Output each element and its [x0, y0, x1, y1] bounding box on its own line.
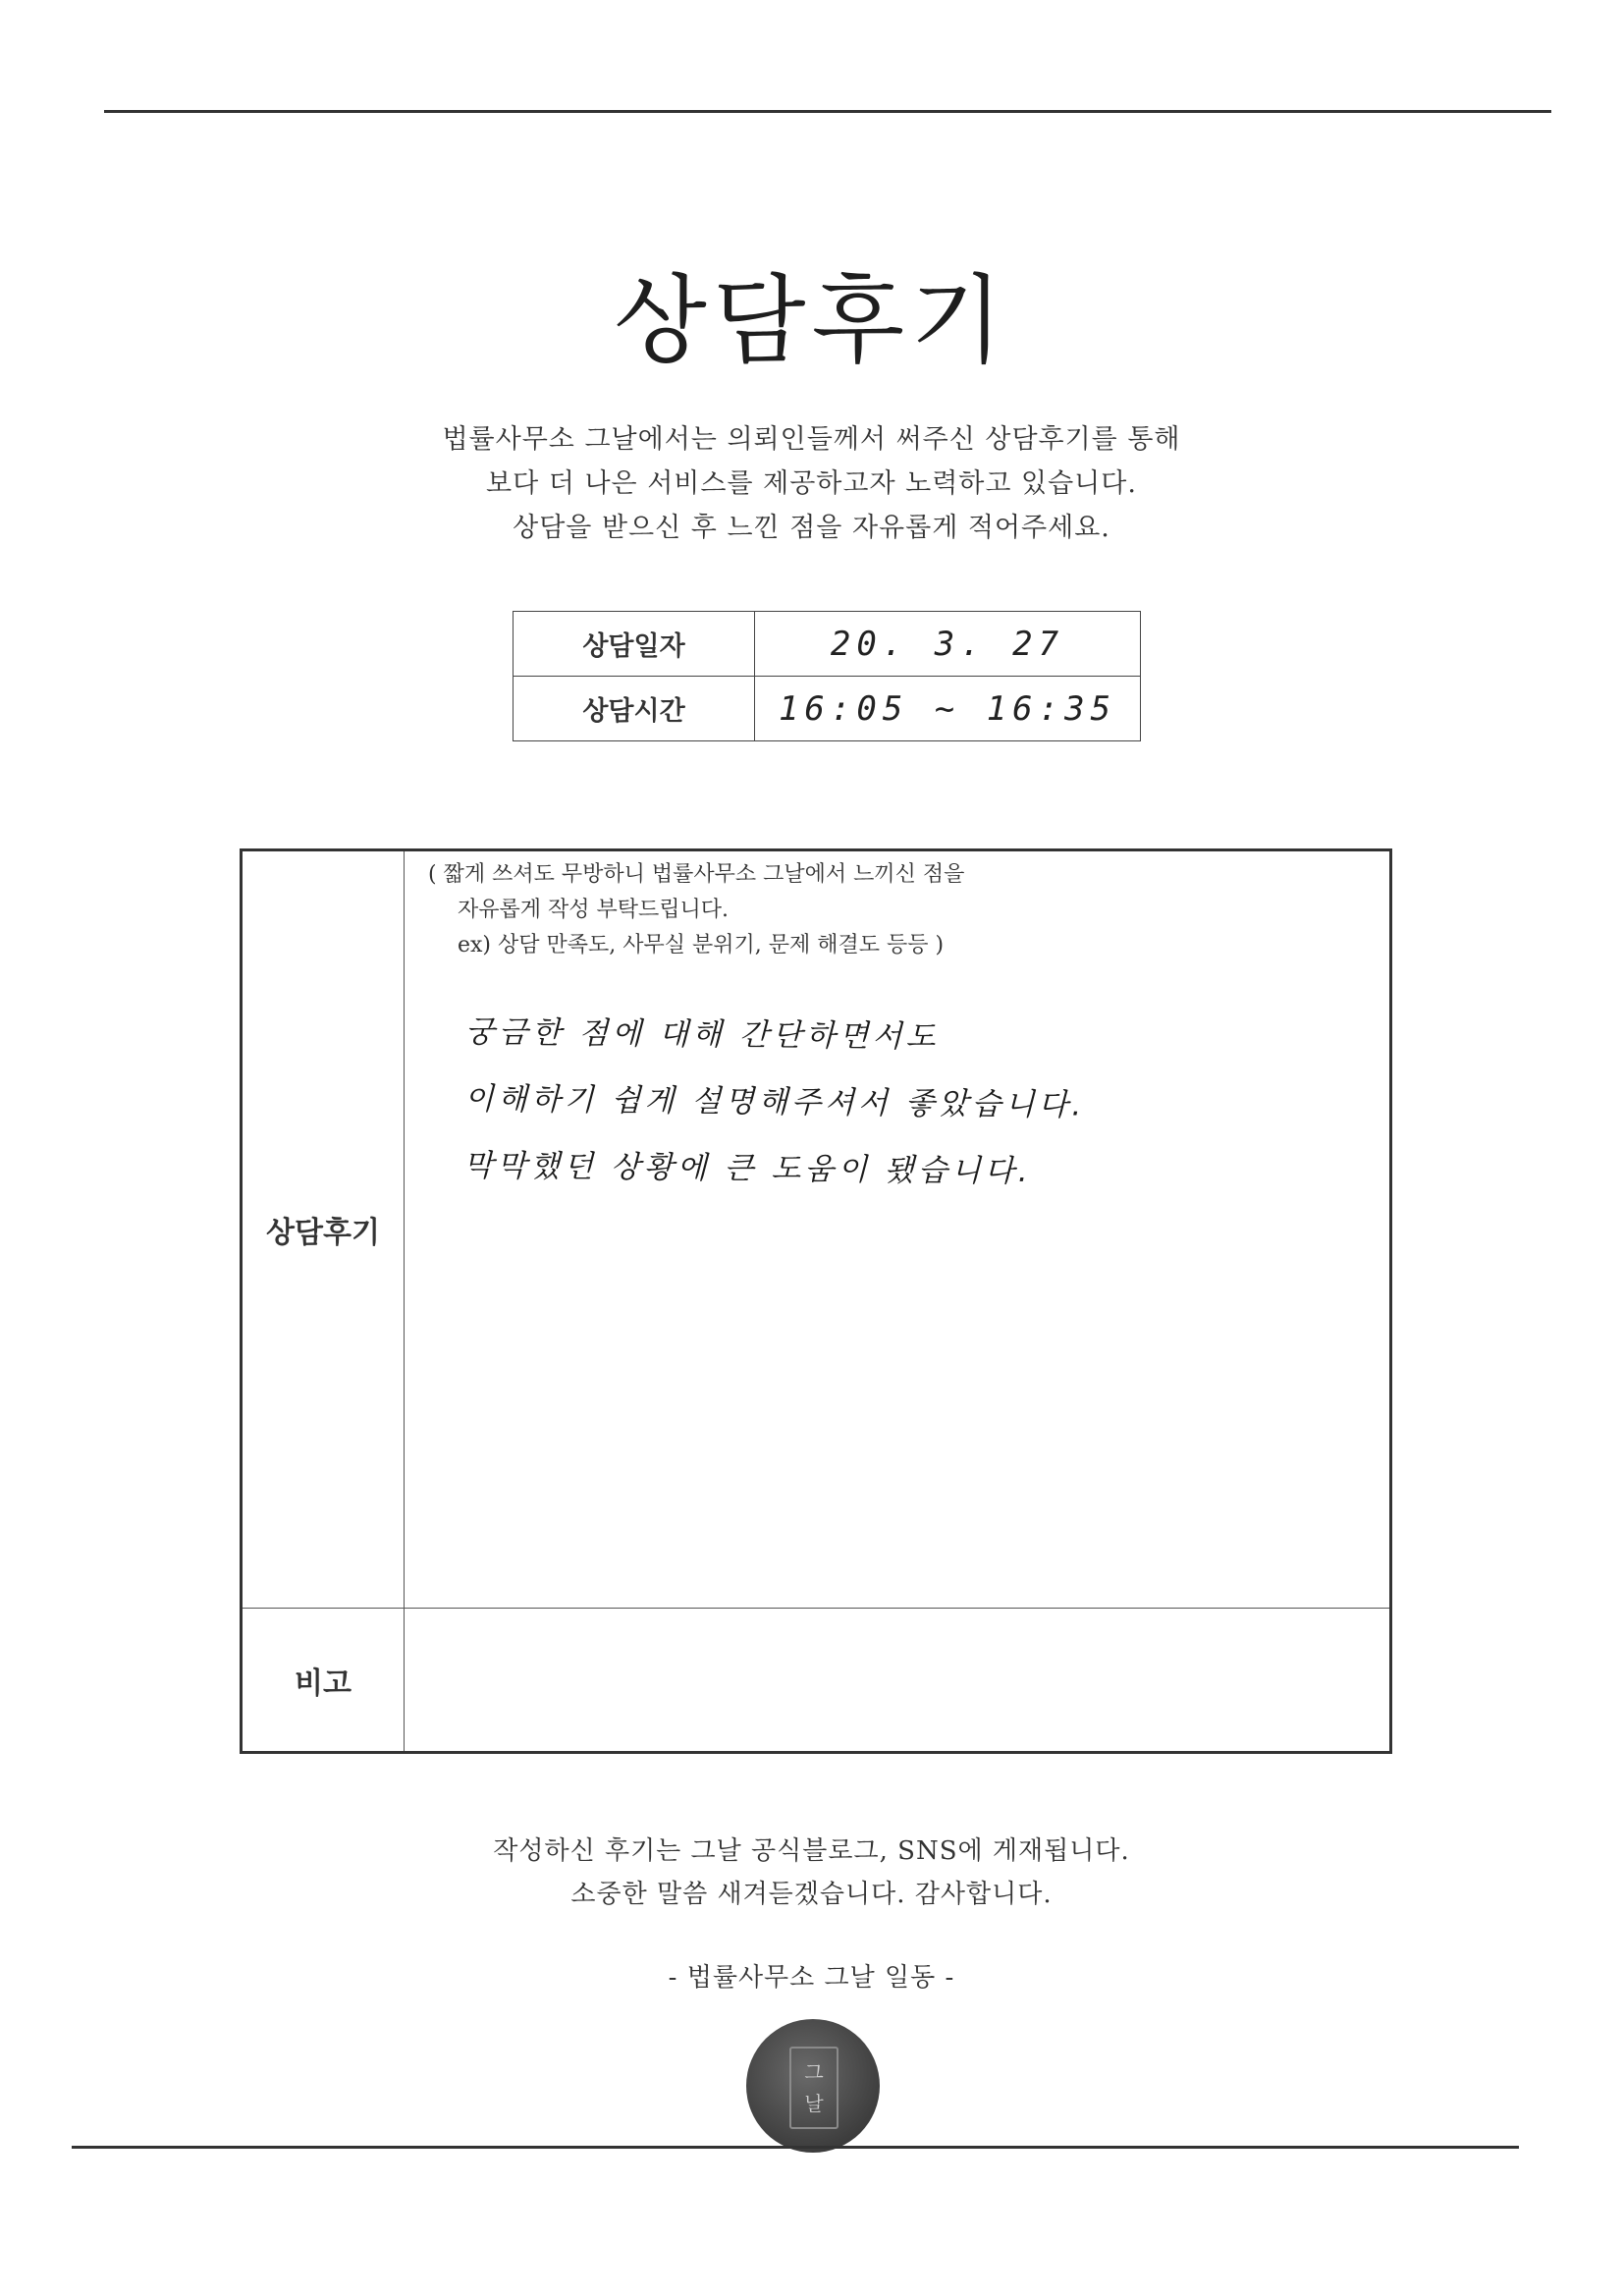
bottom-divider	[72, 2146, 1519, 2149]
note-label: 비고	[242, 1609, 405, 1753]
review-instructions	[428, 857, 964, 963]
date-row	[514, 612, 1141, 677]
instruction-line: ( 짧게 쓰셔도 무방하니 법률사무소 그날에서 느끼신 점을	[428, 862, 965, 887]
handwritten-line: 궁금한 점에 대해 간단하면서도	[464, 1013, 940, 1056]
date-label: 상담일자	[514, 612, 755, 677]
handwritten-line: 막막했던 상황에 큰 도움이 됐습니다.	[463, 1147, 1032, 1190]
time-label: 상담시간	[514, 677, 755, 741]
review-cell	[405, 850, 1391, 1609]
time-row	[514, 677, 1141, 741]
seal-logo	[746, 2019, 880, 2153]
footer-line: 작성하신 후기는 그날 공식블로그, SNS에 게재됩니다.	[493, 1836, 1130, 1866]
footer-text	[0, 1830, 1623, 1916]
seal-box	[789, 2047, 839, 2129]
handwritten-line: 이해하기 쉽게 설명해주셔서 좋았습니다.	[463, 1080, 1086, 1123]
note-value	[405, 1609, 1391, 1753]
instruction-line: ex) 상담 만족도, 사무실 분위기, 문제 해결도 등등 )	[458, 933, 945, 957]
review-row	[242, 850, 1391, 1609]
consultation-info-table	[513, 611, 1141, 741]
seal-char: 날	[804, 2092, 824, 2115]
time-value: 16:05 ~ 16:35	[755, 677, 1141, 741]
intro-line: 상담을 받으신 후 느낀 점을 자유롭게 적어주세요.	[513, 513, 1110, 543]
instruction-line: 자유롭게 작성 부탁드립니다.	[458, 898, 730, 922]
seal-char: 그	[804, 2060, 824, 2084]
date-value: 20. 3. 27	[755, 612, 1141, 677]
intro-line: 법률사무소 그날에서는 의뢰인들께서 써주신 상담후기를 통해	[442, 424, 1181, 455]
footer-line: 소중한 말씀 새겨듣겠습니다. 감사합니다.	[570, 1880, 1053, 1909]
top-divider	[104, 110, 1551, 113]
review-table	[240, 848, 1392, 1754]
signoff: - 법률사무소 그날 일동 -	[668, 1963, 955, 1993]
page-title: 상담후기	[614, 265, 1009, 377]
intro-text	[0, 417, 1623, 550]
handwritten-review	[463, 999, 1087, 1206]
note-row	[242, 1609, 1391, 1753]
intro-line: 보다 더 나은 서비스를 제공하고자 노력하고 있습니다.	[486, 468, 1137, 499]
review-label: 상담후기	[242, 850, 405, 1609]
